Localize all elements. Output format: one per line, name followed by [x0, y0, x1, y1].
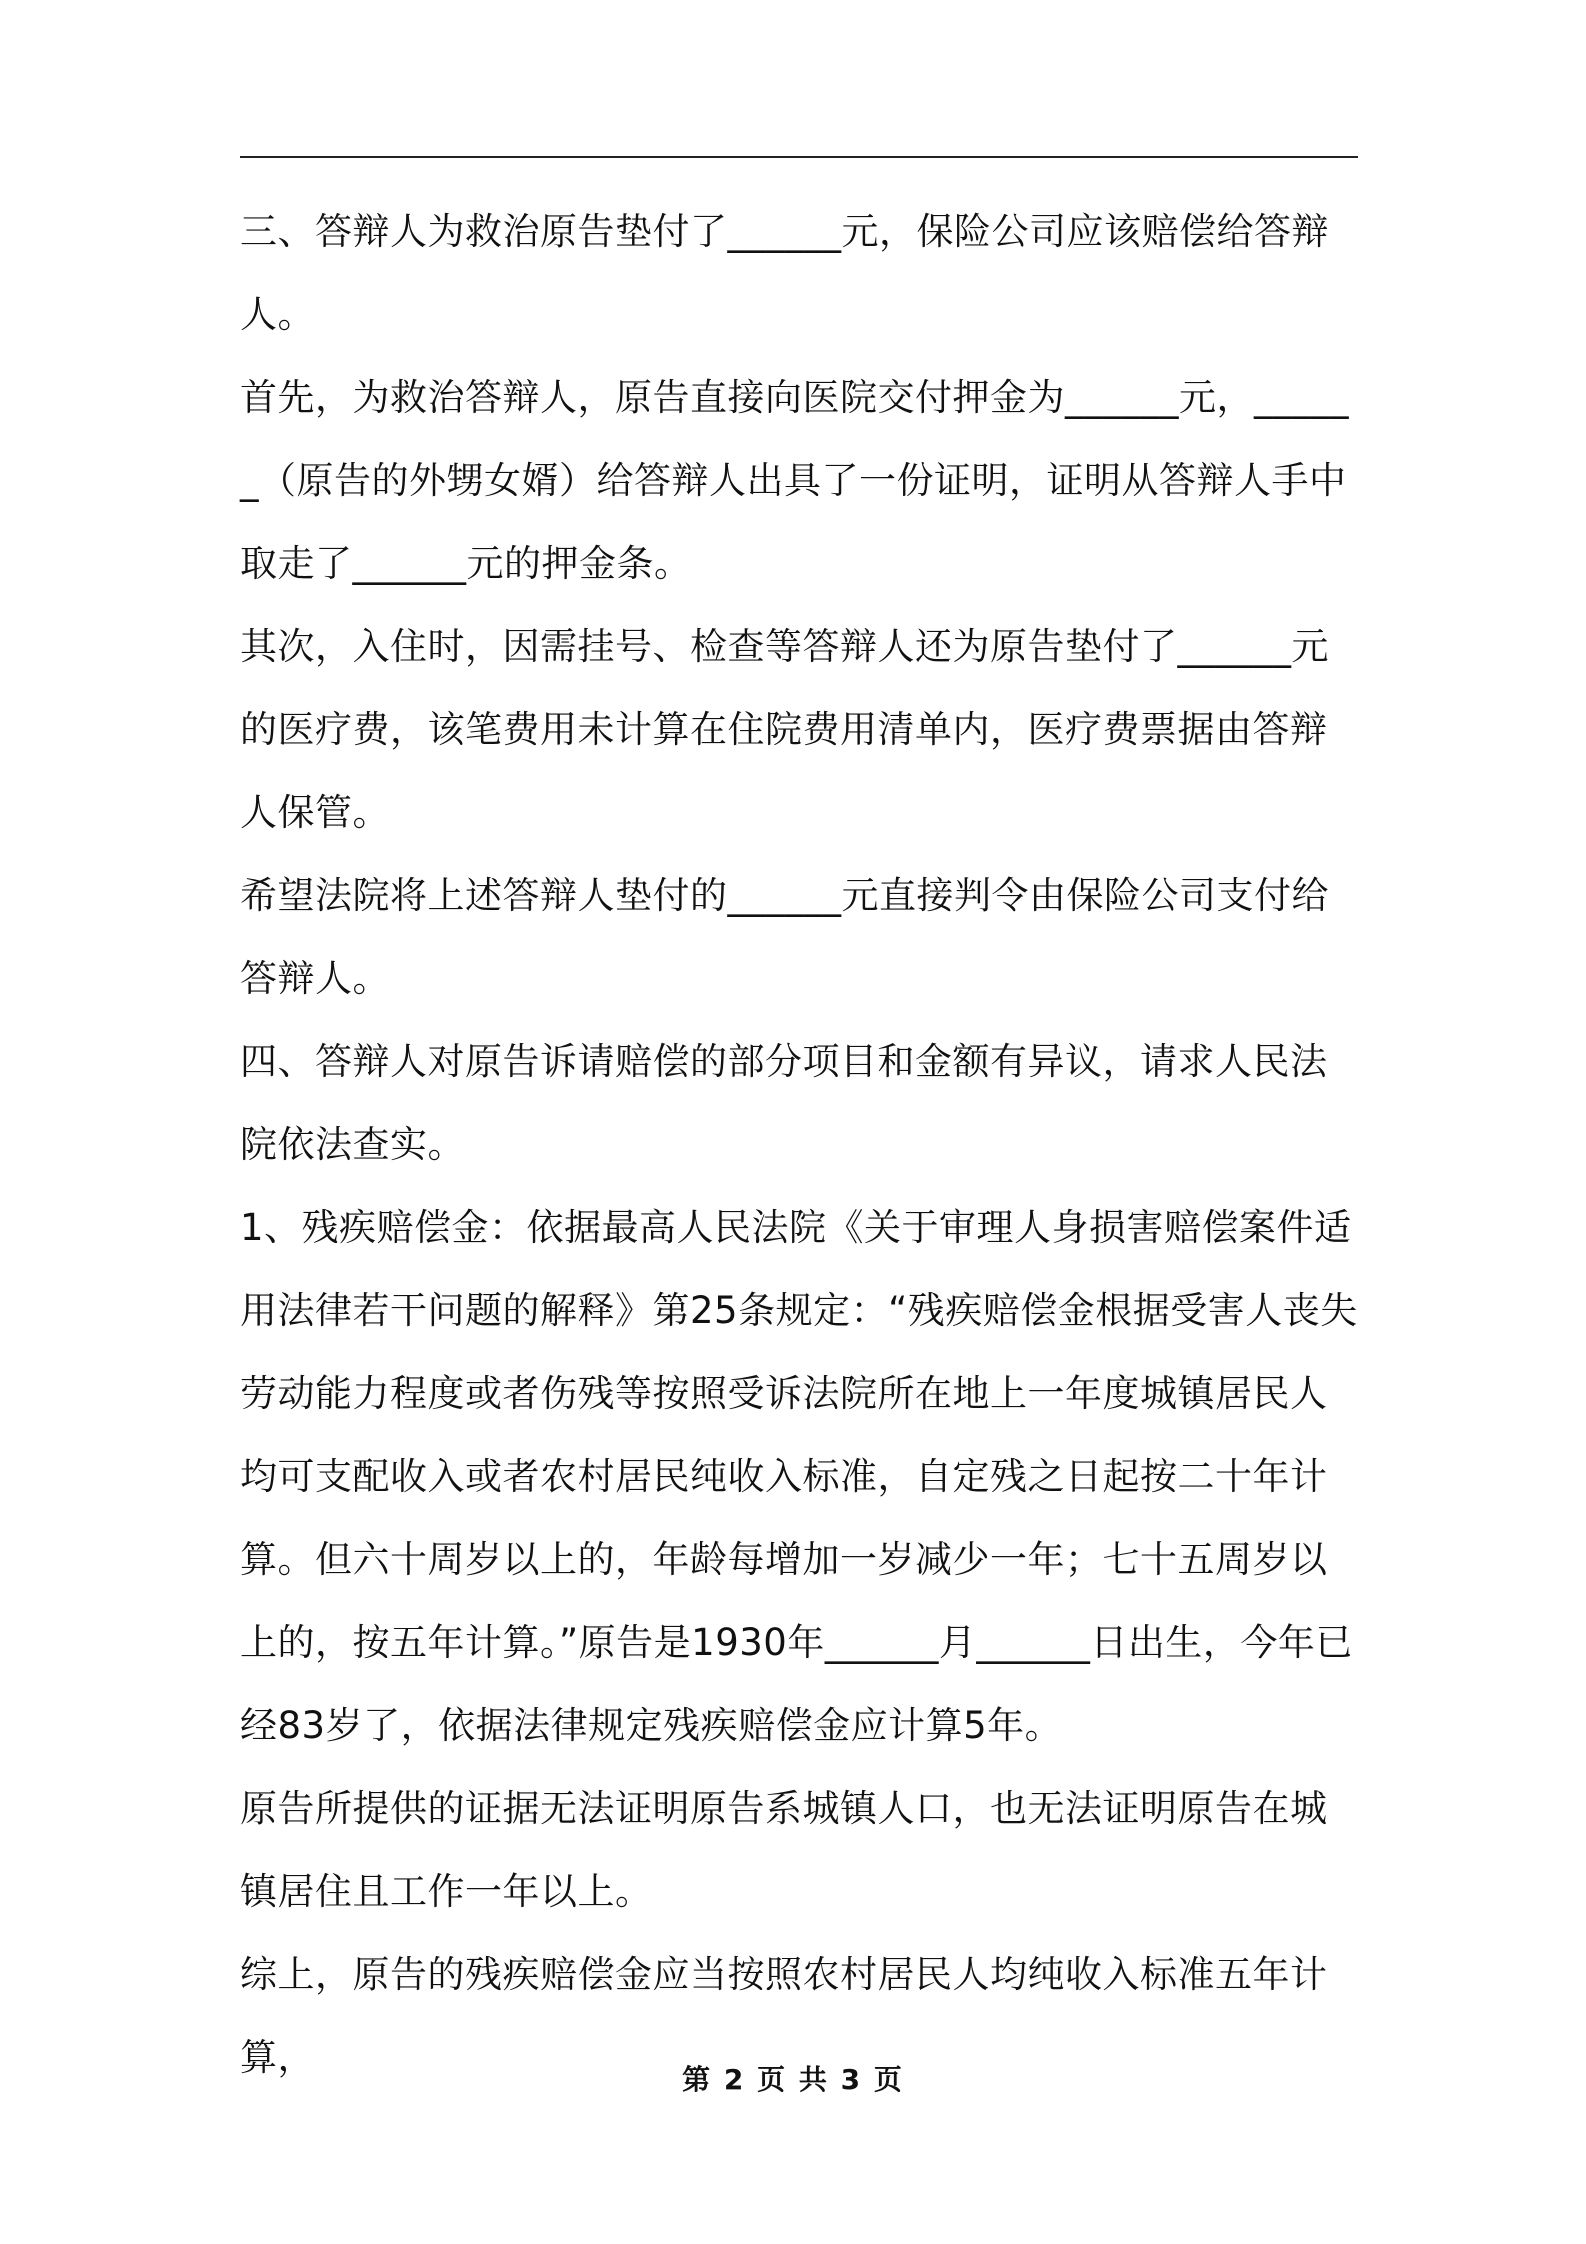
- paragraph-advance-payment: 三、答辩人为救治原告垫付了______元，保险公司应该赔偿给答辩人。: [240, 210, 1329, 336]
- paragraph-deposit: 首先，为救治答辩人，原告直接向医院交付押金为______元，______（原告的外甥女婿）给答辩人出具了一份证明，证明从答辩人手中取走了______元的押金条。: [240, 376, 1349, 585]
- paragraph-evidence: 原告所提供的证据无法证明原告系城镇人口，也无法证明原告在城镇居住且工作一年以上。: [240, 1787, 1328, 1913]
- paragraph-medical-fee: 其次，入住时，因需挂号、检查等答辩人还为原告垫付了______元的医疗费，该笔费用未计算在住院费用清单内，医疗费票据由答辩人保管。: [240, 625, 1329, 834]
- document-body: [240, 190, 1360, 2099]
- paragraph-objection: 四、答辩人对原告诉请赔偿的部分项目和金额有异议，请求人民法院依法查实。: [240, 1040, 1328, 1166]
- header-rule: [240, 156, 1358, 158]
- paragraph-disability-compensation: 1、残疾赔偿金：依据最高人民法院《关于审理人身损害赔偿案件适用法律若干问题的解释》第25条规定：“残疾赔偿金根据受害人丧失劳动能力程度或者伤残等按照受诉法院所在地上一年度城镇居民人均可支配收入或者农村居民纯收入标准，自定残之日起按二十年计算。但六十周岁以上的，年龄每增加一岁减少一年；七十五周岁以上的，按五年计算。”原告是1930年______月______日出生，今年已经83岁了，依据法律规定残疾赔偿金应计算5年。: [240, 1206, 1358, 1747]
- paragraph-request: 希望法院将上述答辩人垫付的______元直接判令由保险公司支付给答辩人。: [240, 874, 1329, 1000]
- paragraph-conclusion: 综上，原告的残疾赔偿金应当按照农村居民人均纯收入标准五年计算，: [240, 1953, 1328, 2079]
- page-number: 第 2 页 共 3 页: [682, 2063, 904, 2096]
